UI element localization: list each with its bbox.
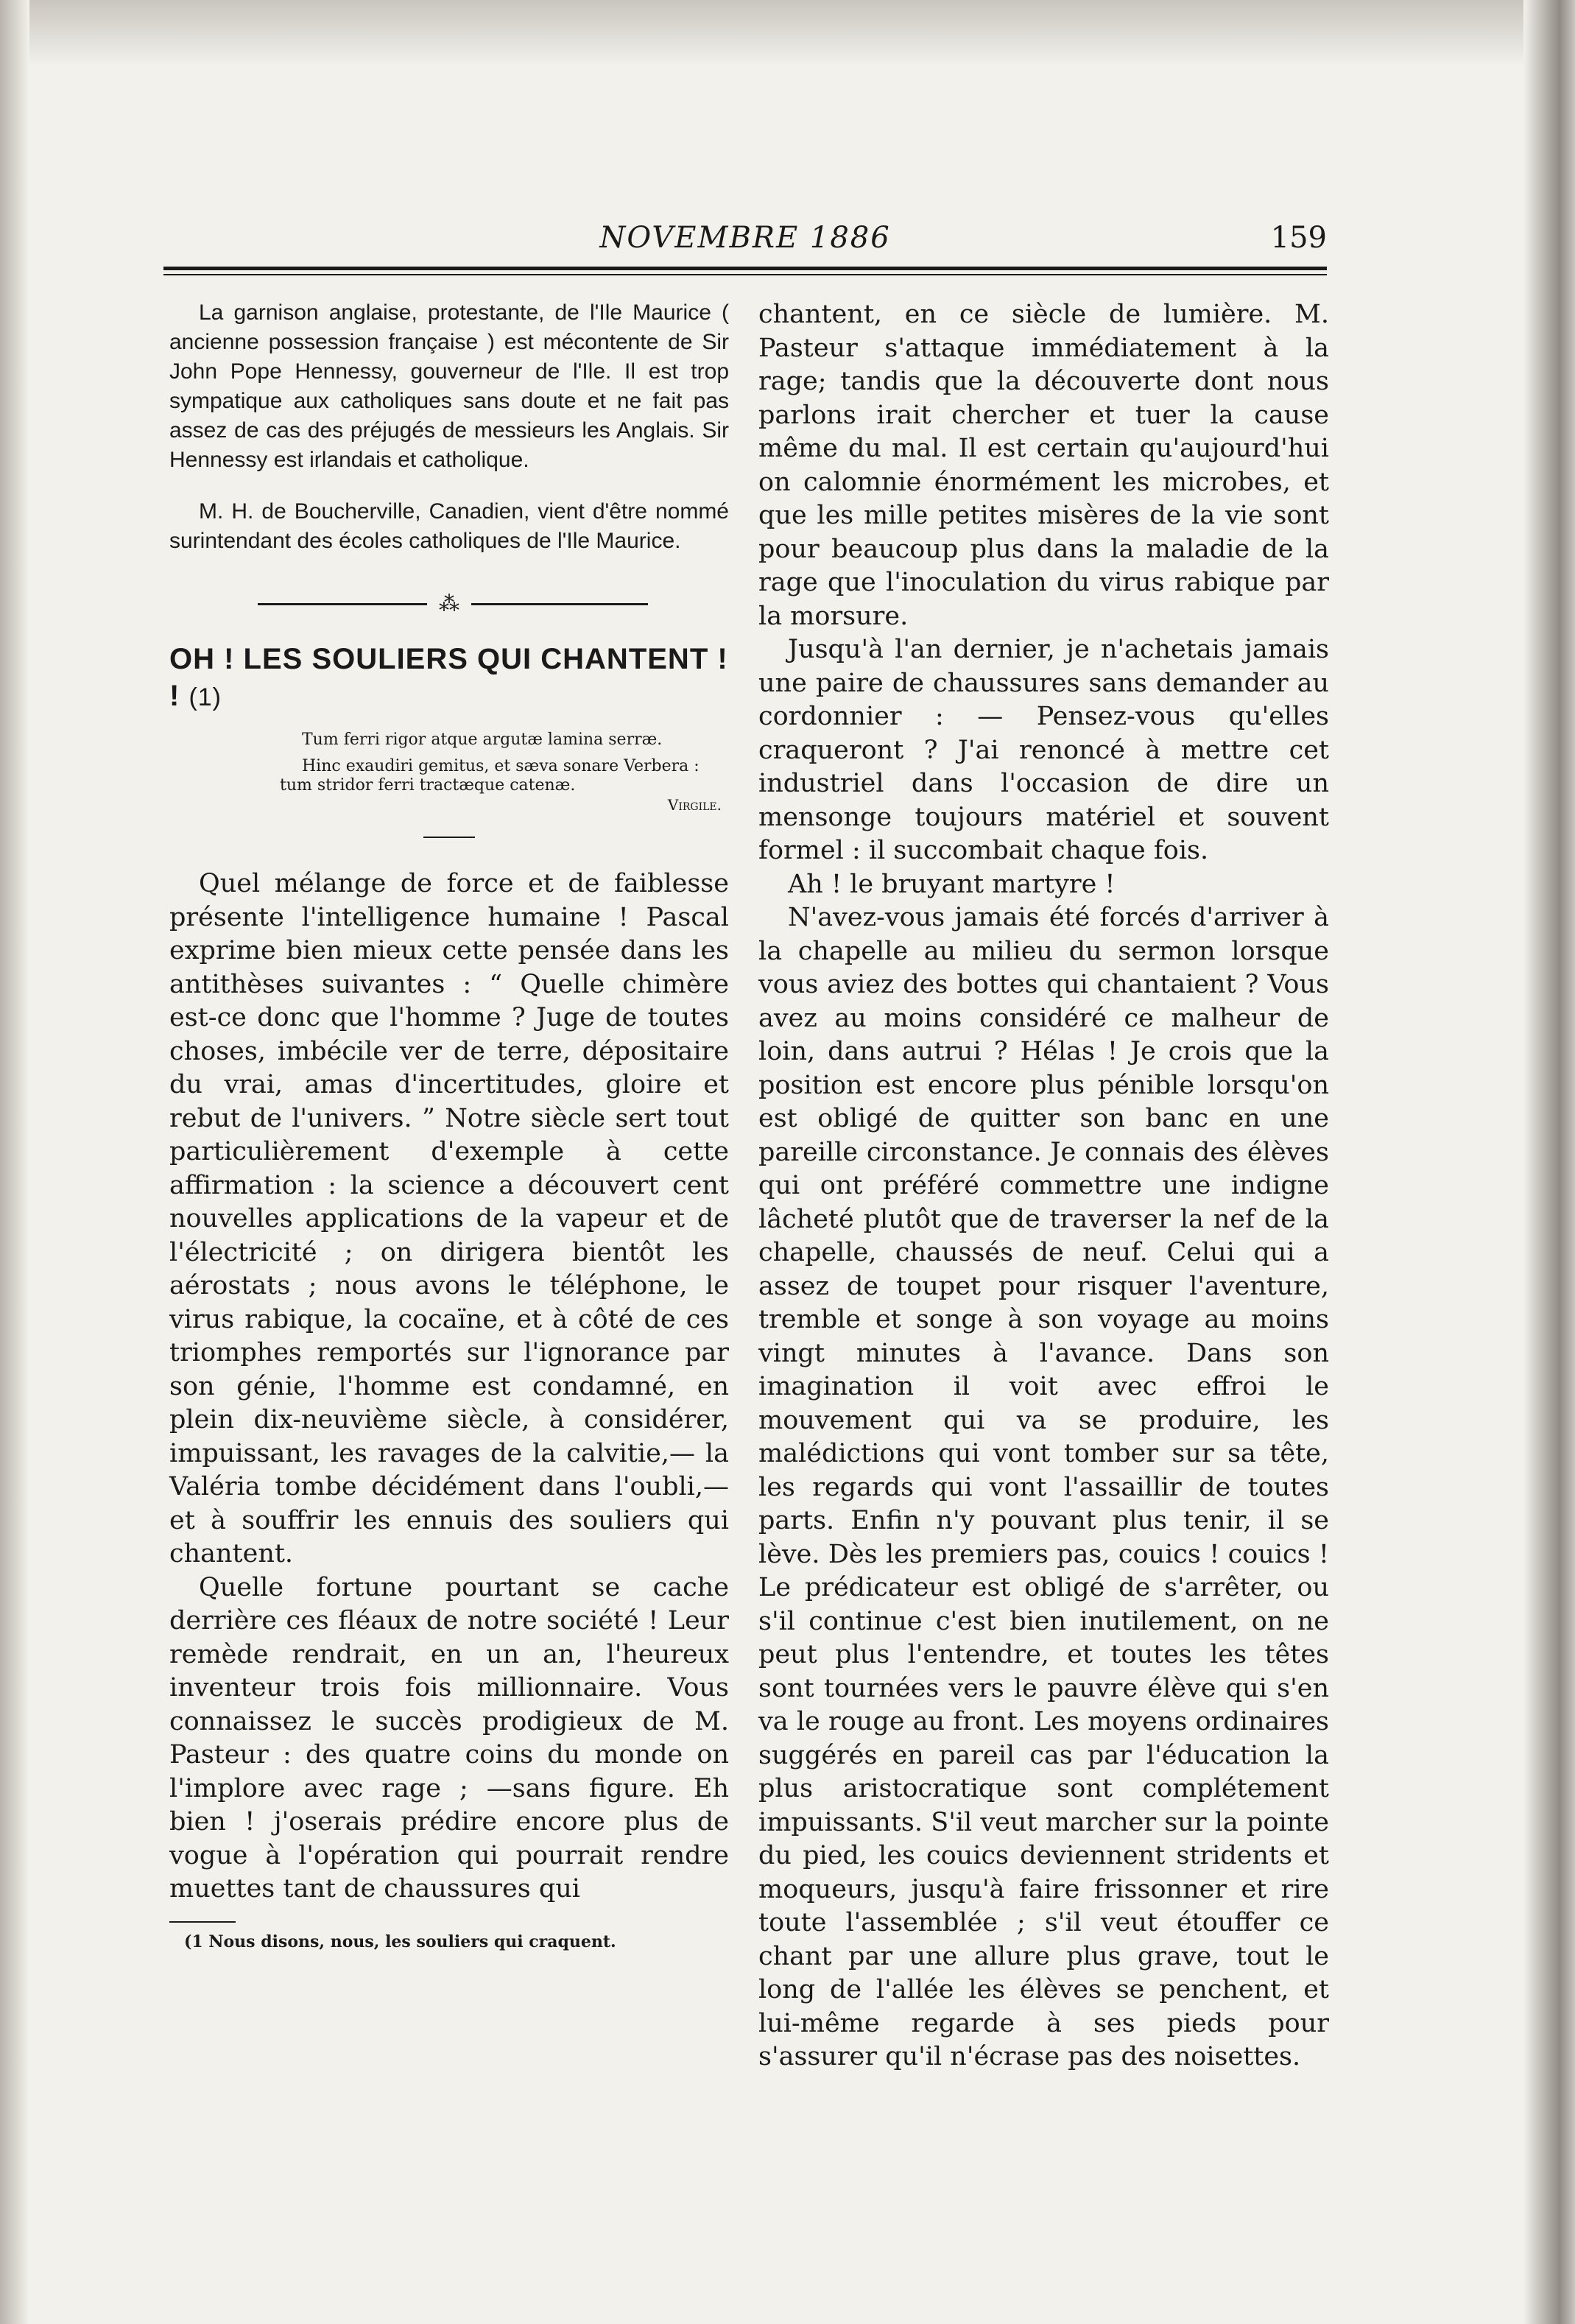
running-title: NOVEMBRE 1886	[599, 221, 891, 255]
header-rule-thin	[163, 274, 1327, 275]
page-number: 159	[1270, 221, 1327, 255]
news-item: M. H. de Boucherville, Canadien, vient d'être nommé surintendant des écoles catholiques de l'Ile Maurice.	[169, 499, 729, 553]
article-paragraph: Jusqu'à l'an dernier, je n'achetais jamais une paire de chaussures sans demander au cordonnier : — Pensez-vous qu'elles craqueront ? J'ai renoncé à mettre cet industriel dans l'occasion de dire un mensonge toujours matériel et souvent formel : il succombait chaque fois.	[758, 635, 1329, 865]
article-paragraph: chantent, en ce siècle de lumière. M. Pasteur s'attaque immédiatement à la rage; tandis que la découverte dont nous parlons irait chercher et tuer la cause même du mal. Il est certain qu'aujourd'hui on calomnie énormément les microbes, et que les mille petites misères de la vie sont pour beaucoup plus dans la maladie de la rage que l'inoculation du virus rabique par la morsure.	[758, 300, 1329, 631]
article-paragraph: Quel mélange de force et de faiblesse présente l'intelligence humaine ! Pascal exprime bien mieux cette pensée dans les antithèses suivantes : “ Quelle chimère est-ce donc que l'homme ? Juge de toutes choses, imbécile ver de terre, dépositaire du vrai, amas d'incertitudes, gloire et rebut de l'univers. ” Notre siècle sert tout particulièrement d'exemple à cette affirmation : la science a découvert cent nouvelles applications de la vapeur et de l'électricité ; on dirigera bientôt les aérostats ; nous avons le téléphone, le virus rabique, la cocaïne, et à côté de ces triomphes remportés sur l'ignorance par son génie, l'homme est condamné, en plein dix-neuvième siècle, à considérer, impuissant, les ravages de la calvitie,— la Valéria tombe décidément dans l'oubli,— et à souffrir les ennuis des souliers qui chantent.	[169, 869, 729, 1568]
section-ornament	[169, 591, 729, 616]
article-paragraph: Quelle fortune pourtant se cache derrière ces fléaux de notre société ! Leur remède rendrait, en un an, l'heureux inventeur trois fois millionnaire. Vous connaissez le succès prodigieux de M. Pasteur : des quatre coins du monde on l'implore avec rage ; —sans figure. Eh bien ! j'oserais prédire encore plus de vogue à l'opération qui pourrait rendre muettes tant de chaussures qui	[169, 1572, 729, 1904]
page-shadow-top	[0, 0, 1575, 66]
header-rule-thick	[163, 267, 1327, 270]
article-title-text: OH ! LES SOULIERS QUI CHANTENT ! !	[169, 643, 728, 712]
news-item: La garnison anglaise, protestante, de l'Ile Maurice ( ancienne possession française ) est mécontente de Sir John Pope Hennessy, gouverneur de l'Ile. Il est trop sympatique aux catholiques sans doute et ne fait pas assez de cas des préjugés de messieurs les Anglais. Sir Hennessy est irlandais et catholique.	[169, 300, 729, 472]
epigraph-line: Tum ferri rigor atque argutæ lamina serræ.	[302, 730, 663, 749]
page-binding-edge	[1523, 0, 1575, 2324]
article-paragraph: Ah ! le bruyant martyre !	[788, 869, 1116, 899]
right-column	[758, 298, 1329, 2074]
article-title	[169, 641, 729, 716]
running-header	[163, 221, 1327, 265]
footnote-rule	[169, 1921, 236, 1923]
article-paragraph: N'avez-vous jamais été forcés d'arriver à la chapelle au milieu du sermon lorsque vous aviez des bottes qui chantaient ? Vous avez au moins considéré ce malheur de loin, dans autrui ? Hélas ! Je crois que la position est encore plus pénible lorsqu'on est obligé de quitter son banc en une pareille circonstance. Je connais des élèves qui ont préféré commettre une indigne lâcheté plutôt que de traverser la nef de la chapelle, chaussés de neuf. Celui qui a assez de toupet pour risquer l'aventure, tremble et songe à son voyage au moins vingt minutes à l'avance. Dans son imagination il voit avec effroi le mouvement qui va se produire, les malédictions qui vont tomber sur sa tête, les regards qui vont l'assaillir de toutes parts. Enfin n'y pouvant plus tenir, il se lève. Dès les premiers pas, couics ! couics ! Le prédicateur est obligé de s'arrêter, ou s'il continue c'est bien inutilement, on ne peut plus l'entendre, et toutes les têtes sont tournées vers le pauvre élève qui s'en va le rouge au front. Les moyens ordinaires suggérés en pareil cas par l'éducation la plus aristocratique sont complétement impuissants. S'il veut marcher sur la pointe du pied, les couics deviennent stridents et moqueurs, jusqu'à faire frissonner et rire toute l'assemblée ; s'il veut étouffer ce chant par une allure plus grave, tout le long de l'allée les élèves se penchent, et lui-même regarde à ses pieds pour s'assurer qu'il n'écrase pas des noisettes.	[758, 903, 1329, 2071]
article-title-footnote-mark: (1)	[188, 683, 222, 711]
page-shadow-left	[0, 0, 29, 2324]
fleuron-icon: ⁂	[427, 596, 471, 611]
epigraph-line	[280, 757, 722, 814]
epigraph-rule	[423, 837, 475, 838]
left-column	[169, 298, 729, 1952]
epigraph-author: Virgile.	[667, 796, 722, 814]
epigraph-text: Hinc exaudiri gemitus, et sæva sonare Verbera : tum stridor ferri tractæque catenæ.	[280, 757, 700, 795]
footnote: (1 Nous disons, nous, les souliers qui craquent.	[184, 1932, 616, 1951]
